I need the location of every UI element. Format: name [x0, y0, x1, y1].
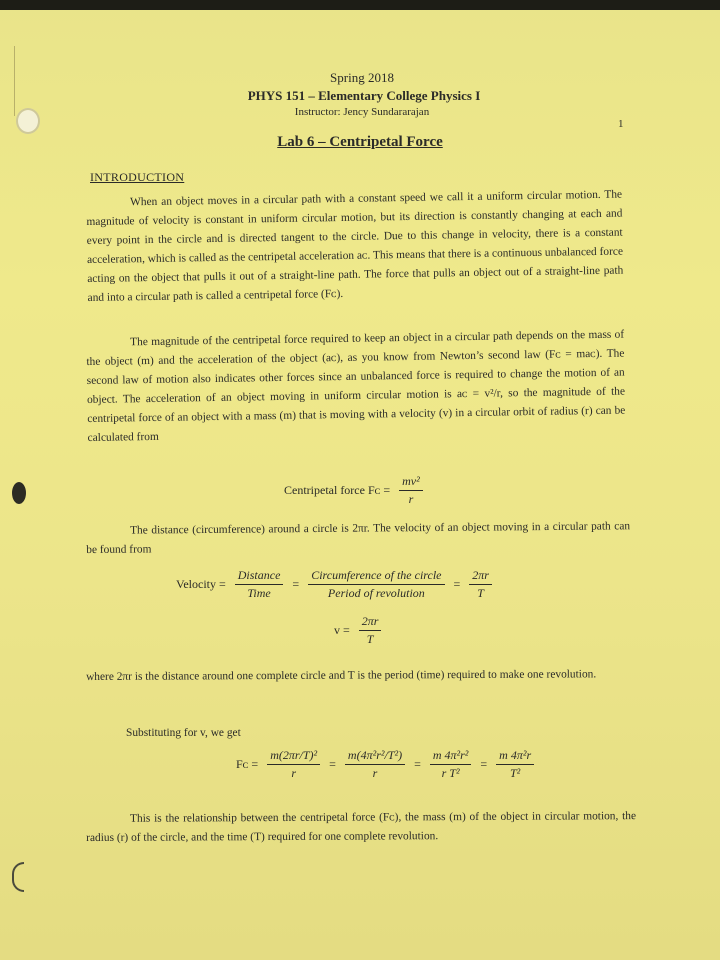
paragraph [86, 186, 624, 308]
numerator: Circumference of the circle [308, 568, 444, 585]
numerator: 2πr [359, 614, 382, 631]
numerator: 2πr [469, 568, 492, 585]
denominator: T² [510, 766, 521, 780]
fraction [267, 748, 320, 781]
equation-lhs: Centripetal force Fᴄ = [284, 483, 391, 497]
section-heading: INTRODUCTION [90, 170, 185, 184]
paragraph-text: This is the relationship between the centripetal force (Fᴄ), the mass (m) of the object in circular motion, the radius (r) of the circle, and the time (T) required for one complete revolution. [86, 810, 637, 844]
fraction [399, 474, 423, 507]
instructor-label: Instructor: Jency Sundararajan [294, 106, 430, 118]
punch-hole-icon [12, 862, 24, 892]
equation-substituted [232, 748, 536, 781]
numerator: m(2πr/T)² [267, 748, 320, 765]
page-number: 1 [618, 118, 624, 130]
photo-top-edge [0, 0, 720, 10]
numerator: m 4π²r [496, 748, 534, 765]
equals-sign: = [480, 757, 488, 771]
paragraph-text: Substituting for v, we get [126, 727, 241, 739]
equals-sign: = [414, 757, 421, 771]
numerator: m(4π²r²/T²) [345, 748, 405, 765]
fraction [308, 568, 444, 601]
lab-title: Lab 6 – Centripetal Force [277, 134, 443, 150]
paragraph [126, 724, 426, 743]
equation-velocity [172, 568, 494, 601]
equation-lhs: Velocity = [176, 577, 226, 591]
fraction [496, 748, 534, 781]
paragraph [86, 665, 636, 687]
denominator: r [408, 492, 414, 506]
paragraph-text: When an object moves in a circular path with a constant speed we call it a uniform circular motion. The magnitude of velocity is constant in uniform circular motion, but its direction is constantly changing at each and every point in the circle and is directed tangent to the circle. Due to this change in velocity, there is a constant acceleration, which is called as the centripetal acceleration aᴄ. This means that there is a continuous unbalanced force acting on the object that pulls it out of a straight-line path. The force that pulls an object out of a straight-line path and into a circular path is called a centripetal force (Fᴄ). [86, 188, 624, 304]
equals-sign: = [453, 577, 461, 591]
numerator: mv² [399, 474, 423, 491]
denominator: r [372, 766, 378, 780]
course-title: PHYS 151 – Elementary College Physics I [247, 88, 481, 103]
denominator: Time [247, 586, 271, 600]
paragraph [86, 517, 630, 560]
denominator: T [366, 632, 374, 646]
punch-hole-icon [12, 482, 26, 504]
denominator: Period of revolution [327, 586, 425, 600]
paragraph-text: The magnitude of the centripetal force required to keep an object in a circular path depends on the mass of the object (m) and the acceleration of the object (aᴄ), as you know from Newton’s second law (Fᴄ = maᴄ). The second law of motion also indicates other forces since an unbalanced force is required to change the motion of an object. The acceleration of an object moving in uniform circular motion is aᴄ = v²/r, so the magnitude of the centripetal force of an object with a mass (m) that is moving with a velocity (v) in a circular orbit of radius (r) can be calculated from [86, 328, 626, 444]
paragraph-text: where 2πr is the distance around one complete circle and T is the period (time) required to make one revolution. [86, 668, 597, 683]
equation-centripetal-force [280, 474, 425, 507]
fraction [469, 568, 492, 601]
equals-sign: = [329, 757, 336, 771]
paragraph-text: The distance (circumference) around a circle is 2πr. The velocity of an object moving in a circular path can be found from [86, 520, 631, 556]
fraction [235, 568, 284, 601]
equation-lhs: Fᴄ = [236, 757, 259, 771]
equation-v [330, 614, 383, 647]
denominator: T [477, 586, 484, 600]
fraction [345, 748, 405, 781]
numerator: Distance [235, 568, 284, 585]
term-label: Spring 2018 [330, 70, 394, 85]
fraction [359, 614, 382, 647]
equation-lhs: v = [334, 623, 350, 637]
equals-sign: = [292, 577, 300, 591]
fraction [430, 748, 472, 781]
denominator: r T² [441, 766, 460, 780]
numerator: m 4π²r² [430, 748, 472, 765]
paragraph [86, 807, 636, 848]
denominator: r [291, 766, 296, 780]
paragraph [86, 326, 626, 448]
